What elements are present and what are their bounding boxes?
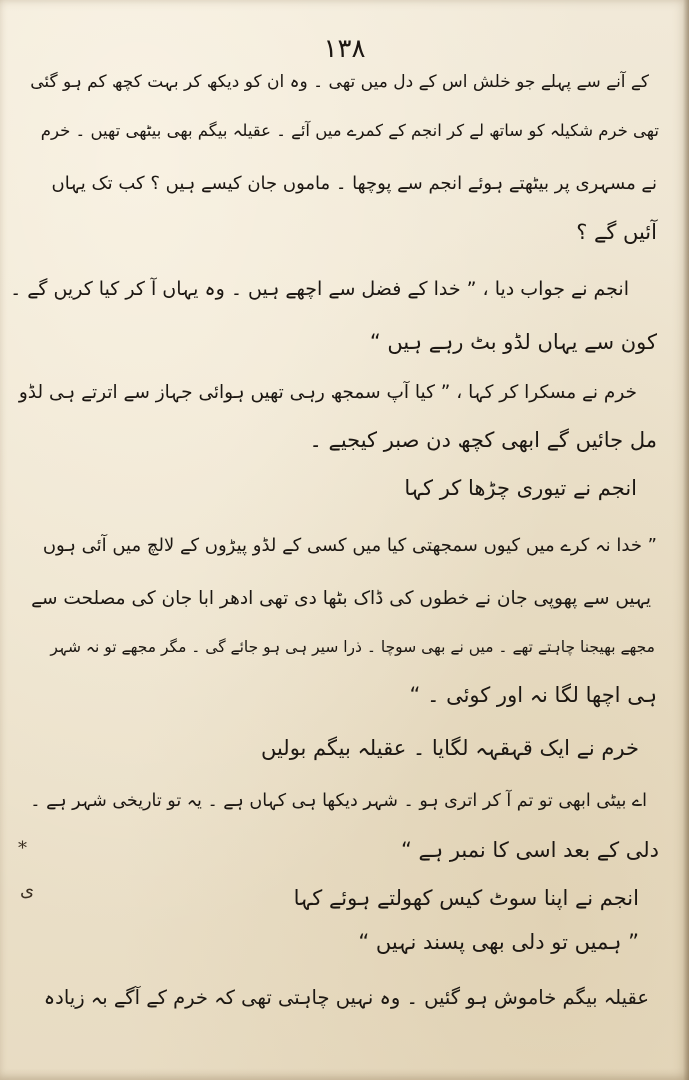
text-line: مل جائیں گے ابھی کچھ دن صبر کیجیے ۔ — [309, 428, 657, 452]
text-line: تھی خرم شکیلہ کو ساتھ لے کر انجم کے کمرے میں آئے ۔ عقیلہ بیگم بھی بیٹھی تھیں ۔ خرم — [40, 121, 659, 140]
text-line: مجھے بھیجنا چاہتے تھے ۔ میں نے بھی سوچا ۔ ذرا سیر ہی ہو جائے گی ۔ مگر مجھے تو نہ شہر — [50, 638, 655, 656]
text-line: ” خدا نہ کرے میں کیوں سمجھتی کیا میں کسی کے لڈو پیڑوں کے لالچ میں آئی ہوں — [42, 535, 657, 556]
text-line: کے آنے سے پہلے جو خلش اس کے دل میں تھی ۔ وہ ان کو دیکھ کر بہت کچھ کم ہو گئی — [30, 72, 649, 92]
text-line: انجم نے تیوری چڑھا کر کہا — [404, 476, 637, 500]
text-line: اے بیٹی ابھی تو تم آ کر اتری ہو ۔ شہر دیکھا ہی کہاں ہے ۔ یہ تو تاریخی شہر ہے ۔ — [30, 791, 647, 811]
text-line: خرم نے ایک قہقہہ لگایا ۔ عقیلہ بیگم بولیں — [260, 736, 639, 760]
text-line: کون سے یہاں لڈو بٹ رہے ہیں “ — [369, 330, 657, 354]
text-line: انجم نے جواب دیا ، ” خدا کے فضل سے اچھے ہیں ۔ وہ یہاں آ کر کیا کریں گے ۔ — [10, 278, 629, 300]
text-line: عقیلہ بیگم خاموش ہو گئیں ۔ وہ نہیں چاہتی تھی کہ خرم کے آگے بہ زیادہ — [43, 986, 649, 1009]
margin-mark: * — [18, 838, 27, 859]
text-line: نے مسہری پر بیٹھتے ہوئے انجم سے پوچھا ۔ ماموں جان کیسے ہیں ؟ کب تک یہاں — [51, 173, 657, 194]
text-line: ” ہمیں تو دلی بھی پسند نہیں “ — [358, 930, 639, 954]
text-line: یہیں سے پھوپی جان نے خطوں کی ڈاک بٹھا دی تھی ادھر ابا جان کی مصلحت سے — [31, 588, 651, 609]
text-line: دلی کے بعد اسی کا نمبر ہے “ — [400, 838, 659, 862]
margin-mark: ی — [20, 880, 35, 901]
text-line: ہی اچھا لگا نہ اور کوئی ۔ “ — [409, 683, 657, 707]
page-number: ۱۳۸ — [323, 34, 366, 64]
text-line: آئیں گے ؟ — [576, 220, 657, 244]
text-line: انجم نے اپنا سوٹ کیس کھولتے ہوئے کہا — [293, 886, 639, 910]
text-line: خرم نے مسکرا کر کہا ، ” کیا آپ سمجھ رہی تھیں ہوائی جہاز سے اترتے ہی لڈو — [18, 382, 637, 403]
